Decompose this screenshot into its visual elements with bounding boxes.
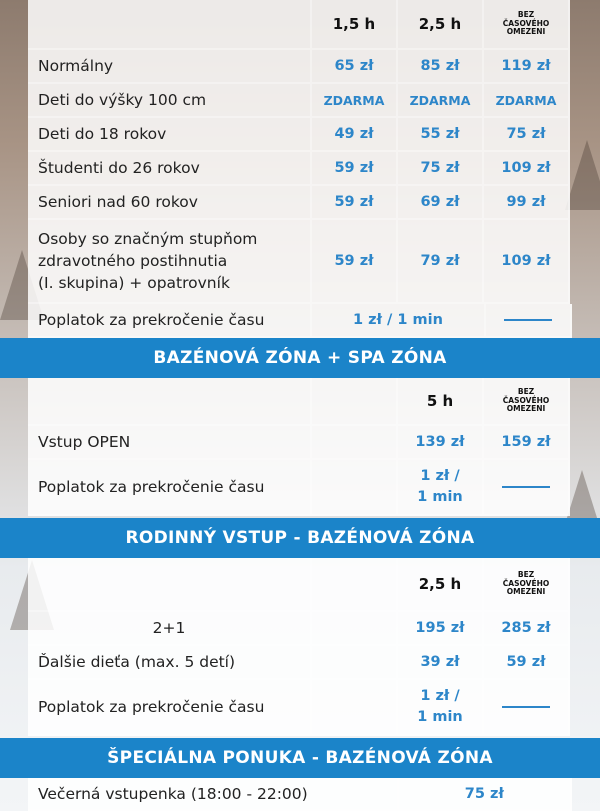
price-cell: 99 zł xyxy=(484,186,570,220)
table-row xyxy=(28,646,572,680)
price-cell: 69 zł xyxy=(398,186,484,220)
header-empty-cell xyxy=(28,558,312,612)
dash-cell xyxy=(484,460,570,516)
table-row xyxy=(28,220,572,304)
price-cell: 1 zł / 1 min xyxy=(398,460,484,516)
price-cell: 79 zł xyxy=(398,220,484,304)
table-row xyxy=(28,612,572,646)
table2-header-row xyxy=(28,378,572,426)
price-cell: 1 zł / 1 min xyxy=(312,304,486,338)
dash-line xyxy=(504,319,552,321)
empty-cell xyxy=(312,460,398,516)
price-cell: 1 zł / 1 min xyxy=(398,680,484,736)
table-row xyxy=(28,778,572,811)
row-label: Deti do 18 rokov xyxy=(28,118,312,152)
row-label: 2+1 xyxy=(28,612,312,646)
price-cell: 75 zł xyxy=(399,778,572,811)
row-label: Študenti do 26 rokov xyxy=(28,152,312,186)
empty-cell xyxy=(312,612,398,646)
header-2-5h: 2,5 h xyxy=(398,0,484,50)
row-label: Poplatok za prekročenie času xyxy=(28,680,312,736)
header-empty-cell xyxy=(312,378,398,426)
price-cell: 59 zł xyxy=(312,186,398,220)
table-row xyxy=(28,186,572,220)
overtime-row xyxy=(28,680,572,736)
dash-line xyxy=(502,486,550,488)
price-cell: 59 zł xyxy=(312,152,398,186)
header-empty-cell xyxy=(28,378,312,426)
price-cell: 119 zł xyxy=(484,50,570,84)
price-cell: 39 zł xyxy=(398,646,484,680)
table-row xyxy=(28,426,572,460)
header-unlimited: BEZ ČASOVÉHO OMEZENI xyxy=(484,558,570,612)
price-cell: ZDARMA xyxy=(398,84,484,118)
header-1-5h: 1,5 h xyxy=(312,0,398,50)
table-row xyxy=(28,152,572,186)
empty-cell xyxy=(312,426,398,460)
price-cell: 59 zł xyxy=(312,220,398,304)
table-row xyxy=(28,118,572,152)
row-label: Deti do výšky 100 cm xyxy=(28,84,312,118)
row-label: Poplatok za prekročenie času xyxy=(28,460,312,516)
header-unlimited: BEZ ČASOVÉHO OMEZENI xyxy=(484,378,570,426)
row-label: Vstup OPEN xyxy=(28,426,312,460)
header-unlimited: BEZ ČASOVÉHO OMEZENI xyxy=(484,0,570,50)
header-empty-cell xyxy=(312,558,398,612)
empty-cell xyxy=(312,680,398,736)
section-banner-special: ŠPECIÁLNA PONUKA - BAZÉNOVÁ ZÓNA xyxy=(0,738,600,778)
header-5h: 5 h xyxy=(398,378,484,426)
price-cell: ZDARMA xyxy=(312,84,398,118)
price-cell: 109 zł xyxy=(484,220,570,304)
price-cell: 49 zł xyxy=(312,118,398,152)
price-cell: 55 zł xyxy=(398,118,484,152)
section-banner-pool-spa: BAZÉNOVÁ ZÓNA + SPA ZÓNA xyxy=(0,338,600,378)
price-cell: 85 zł xyxy=(398,50,484,84)
header-empty-cell xyxy=(28,0,312,50)
dash-cell xyxy=(484,680,570,736)
table-row xyxy=(28,50,572,84)
row-label: Osoby so značným stupňom zdravotného postihnutia (I. skupina) + opatrovník xyxy=(28,220,312,304)
header-2-5h: 2,5 h xyxy=(398,558,484,612)
overtime-row xyxy=(28,304,572,338)
row-label: Poplatok za prekročenie času xyxy=(28,304,312,338)
row-label: Večerná vstupenka (18:00 - 22:00) xyxy=(28,778,399,811)
row-label: Seniori nad 60 rokov xyxy=(28,186,312,220)
table1-header-row xyxy=(28,0,572,50)
dash-cell xyxy=(486,304,572,338)
price-cell: 65 zł xyxy=(312,50,398,84)
table-row xyxy=(28,84,572,118)
price-cell: 139 zł xyxy=(398,426,484,460)
price-cell: 285 zł xyxy=(484,612,570,646)
overtime-row xyxy=(28,460,572,516)
row-label: Ďalšie dieťa (max. 5 detí) xyxy=(28,646,312,680)
row-label: Normálny xyxy=(28,50,312,84)
price-cell: ZDARMA xyxy=(484,84,570,118)
dash-line xyxy=(502,706,550,708)
price-cell: 109 zł xyxy=(484,152,570,186)
price-cell: 75 zł xyxy=(484,118,570,152)
empty-cell xyxy=(312,646,398,680)
price-cell: 75 zł xyxy=(398,152,484,186)
price-cell: 59 zł xyxy=(484,646,570,680)
price-cell: 195 zł xyxy=(398,612,484,646)
price-cell: 159 zł xyxy=(484,426,570,460)
table3-header-row xyxy=(28,558,572,612)
section-banner-family: RODINNÝ VSTUP - BAZÉNOVÁ ZÓNA xyxy=(0,518,600,558)
